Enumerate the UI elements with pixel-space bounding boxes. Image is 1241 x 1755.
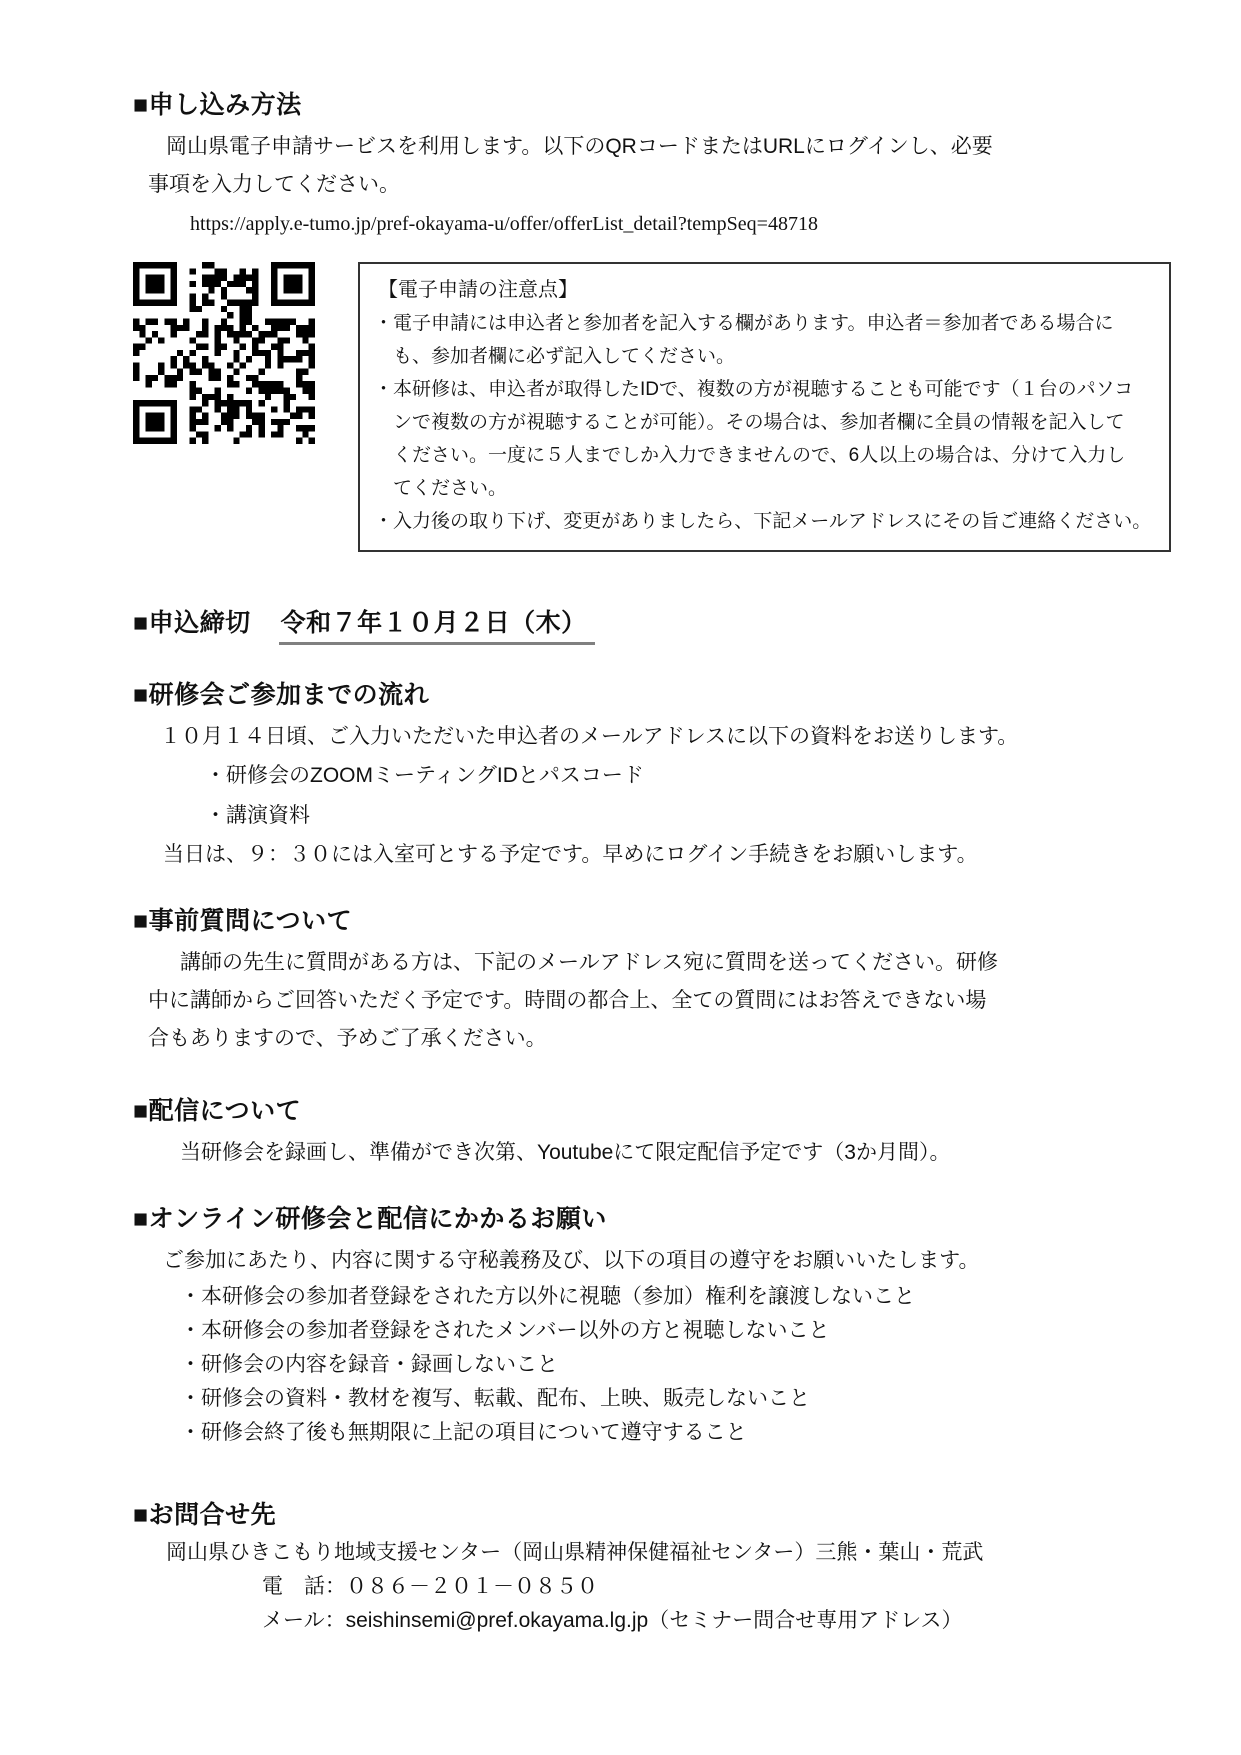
deadline-label: ■申込締切 bbox=[133, 609, 251, 637]
contact-phone: 電 話：０８６－２０１－０８５０ bbox=[262, 1575, 598, 1598]
request-item: ・研修会の資料・教材を複写、転載、配布、上映、販売しないこと bbox=[180, 1387, 810, 1410]
section-apply bbox=[133, 88, 1171, 240]
section-request bbox=[133, 1202, 1171, 1450]
apply-heading: ■申し込み方法 bbox=[133, 91, 302, 119]
notice-line: ・入力後の取り下げ、変更がありましたら、下記メールアドレスにその旨ご連絡ください。 bbox=[374, 511, 1152, 532]
streaming-body: 当研修会を録画し、準備ができ次第、Youtubeにて限定配信予定です（3か月間）。 bbox=[180, 1141, 951, 1164]
section-streaming bbox=[133, 1094, 1171, 1172]
notice-line: ・電子申請には申込者と参加者を記入する欄があります。申込者＝参加者である場合に bbox=[374, 313, 1114, 334]
questions-body-line: 講師の先生に質問がある方は、下記のメールアドレス宛に質問を送ってください。研修 bbox=[180, 951, 998, 974]
request-intro: ご参加にあたり、内容に関する守秘義務及び、以下の項目の遵守をお願いいたします。 bbox=[163, 1249, 980, 1272]
qr-code bbox=[133, 262, 315, 444]
notice-line: も、参加者欄に必ず記入してください。 bbox=[393, 346, 736, 367]
flow-note: 当日は、９：３０には入室可とする予定です。早めにログイン手続きをお願いします。 bbox=[163, 843, 978, 866]
section-contact bbox=[133, 1498, 1171, 1638]
flow-intro: １０月１４日頃、ご入力いただいた申込者のメールアドレスに以下の資料をお送りします。 bbox=[160, 725, 1019, 748]
notice-line: ・本研修は、申込者が取得したIDで、複数の方が視聴することも可能です（１台のパソコ bbox=[374, 379, 1134, 400]
deadline-heading bbox=[133, 606, 1171, 640]
flow-item: ・研修会のZOOMミーティングIDとパスコード bbox=[205, 764, 644, 787]
apply-body-line: 岡山県電子申請サービスを利用します。以下のQRコードまたはURLにログインし、必要 bbox=[166, 135, 993, 158]
apply-body-line: 事項を入力してください。 bbox=[148, 173, 400, 196]
deadline-date: 令和７年１０月２日（木） bbox=[279, 609, 595, 645]
notice-line: ください。一度に５人までしか入力できませんので、6人以上の場合は、分けて入力し bbox=[393, 445, 1126, 466]
application-url: https://apply.e-tumo.jp/pref-okayama-u/offer/offerList_detail?tempSeq=48718 bbox=[190, 213, 818, 235]
e-application-notice-box bbox=[358, 262, 1171, 552]
section-deadline bbox=[133, 606, 1171, 640]
notice-title: 【電子申請の注意点】 bbox=[378, 279, 578, 301]
qr-and-notice-row bbox=[133, 262, 1171, 552]
notice-line: ンで複数の方が視聴することが可能）。その場合は、参加者欄に全員の情報を記入して bbox=[393, 412, 1125, 433]
flow-item: ・講演資料 bbox=[205, 804, 310, 827]
notice-line: てください。 bbox=[393, 478, 508, 499]
questions-body-line: 中に講師からご回答いただく予定です。時間の都合上、全ての質問にはお答えできない場 bbox=[148, 989, 987, 1012]
questions-heading: ■事前質問について bbox=[133, 907, 353, 935]
request-item: ・本研修会の参加者登録をされたメンバー以外の方と視聴しないこと bbox=[180, 1319, 830, 1342]
questions-body-line: 合もありますので、予めご了承ください。 bbox=[148, 1027, 547, 1050]
contact-organization: 岡山県ひきこもり地域支援センター（岡山県精神保健福祉センター）三熊・葉山・荒武 bbox=[166, 1541, 984, 1564]
streaming-heading: ■配信について bbox=[133, 1097, 302, 1125]
request-item: ・本研修会の参加者登録をされた方以外に視聴（参加）権利を譲渡しないこと bbox=[180, 1285, 915, 1308]
contact-heading: ■お問合せ先 bbox=[133, 1501, 277, 1529]
section-flow bbox=[133, 678, 1171, 874]
section-questions bbox=[133, 904, 1171, 1058]
request-item: ・研修会の内容を録音・録画しないこと bbox=[180, 1353, 558, 1376]
request-heading: ■オンライン研修会と配信にかかるお願い bbox=[133, 1205, 607, 1233]
contact-email: メール：seishinsemi@pref.okayama.lg.jp（セミナー問合せ専用アドレス） bbox=[262, 1609, 963, 1632]
request-item: ・研修会終了後も無期限に上記の項目について遵守すること bbox=[180, 1421, 747, 1444]
flow-heading: ■研修会ご参加までの流れ bbox=[133, 681, 430, 709]
